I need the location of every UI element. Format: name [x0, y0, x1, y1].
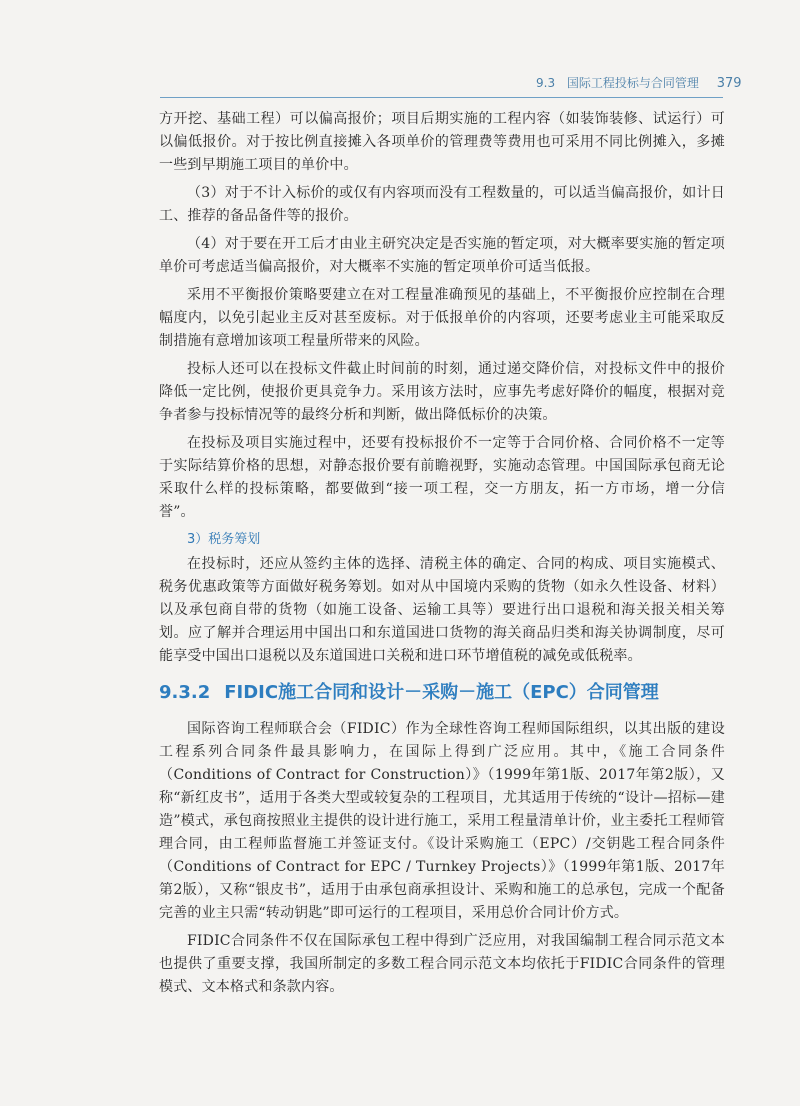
paragraph: 投标人还可以在投标文件截止时间前的时刻，通过递交降价信，对投标文件中的报价降低一定比例，使报价更具竞争力。采用该方法时，应事先考虑好降价的幅度，根据对竞争者参与投标情况等的最终分析和判断，做出降低标价的决策。: [159, 361, 725, 423]
paragraph: FIDIC合同条件不仅在国际承包工程中得到广泛应用，对我国编制工程合同示范文本也提供了重要支撑，我国所制定的多数工程合同示范文本均依托于FIDIC合同条件的管理模式、文本格式和条款内容。: [159, 933, 725, 995]
header-chapter-title: 国际工程投标与合同管理: [566, 76, 699, 90]
subheading-tax-planning: 3）税务筹划: [187, 532, 261, 547]
paragraph: 方开挖、基础工程）可以偏高报价；项目后期实施的工程内容（如装饰装修、试运行）可以偏低报价。对于按比例直接摊入各项单价的管理费等费用也可采用不同比例摊入，多摊一些到早期施工项目的单价中。: [159, 111, 725, 173]
page-number: 379: [716, 76, 742, 91]
body-text: [159, 108, 725, 1004]
paragraph: 在投标及项目实施过程中，还要有投标报价不一定等于合同价格、合同价格不一定等于实际结算价格的思想，对静态报价要有前瞻视野，实施动态管理。中国国际承包商无论采取什么样的投标策略，都要做到“接一项工程，交一方朋友，拓一方市场，增一分信誉”。: [159, 435, 725, 520]
paragraph: 在投标时，还应从签约主体的选择、清税主体的确定、合同的构成、项目实施模式、税务优惠政策等方面做好税务筹划。如对从中国境内采购的货物（如永久性设备、材料）以及承包商自带的货物（如施工设备、运输工具等）要进行出口退税和海关报关相关筹划。应了解并合理运用中国出口和东道国进口货物的海关商品归类和海关协调制度，尽可能享受中国出口退税以及东道国进口关税和进口环节增值税的减免或低税率。: [159, 556, 725, 664]
running-header: [536, 74, 742, 91]
section-title: FIDIC施工合同和设计－采购－施工（EPC）合同管理: [224, 682, 659, 703]
paragraph: 国际咨询工程师联合会（FIDIC）作为全球性咨询工程师国际组织，以其出版的建设工程系列合同条件最具影响力，在国际上得到广泛应用。其中，《施工合同条件（Conditions of Contract for Construction）》（1999年第1版、2017年第2版），又称“新红皮书”，适用于各类大型或较复杂的工程项目，尤其适用于传统的“设计—招标—建造”模式，承包商按照业主提供的设计进行施工，采用工程量清单计价，业主委托工程师管理合同，由工程师监督施工并签证支付。《设计采购施工（EPC）/交钥匙工程合同条件（Conditions of Contract for EPC / Turnkey Projects）》（1999年第1版、2017年第2版），又称“银皮书”，适用于由承包商承担设计、采购和施工的总承包，完成一个配备完善的业主只需“转动钥匙”即可运行的工程项目，采用总价合同计价方式。: [159, 721, 725, 921]
section-heading: [159, 680, 725, 706]
paragraph: 采用不平衡报价策略要建立在对工程量准确预见的基础上，不平衡报价应控制在合理幅度内，以免引起业主反对甚至废标。对于低报单价的内容项，还要考虑业主可能采取反制措施有意增加该项工程量所带来的风险。: [159, 287, 725, 349]
paragraph: （4）对于要在开工后才由业主研究决定是否实施的暂定项，对大概率要实施的暂定项单价可考虑适当偏高报价，对大概率不实施的暂定项单价可适当低报。: [159, 236, 725, 275]
header-section-number: 9.3: [536, 76, 556, 90]
paragraph: （3）对于不计入标价的或仅有内容项而没有工程数量的，可以适当偏高报价，如计日工、推荐的备品备件等的报价。: [159, 185, 725, 224]
section-number: 9.3.2: [159, 682, 211, 703]
header-divider: [160, 97, 723, 98]
